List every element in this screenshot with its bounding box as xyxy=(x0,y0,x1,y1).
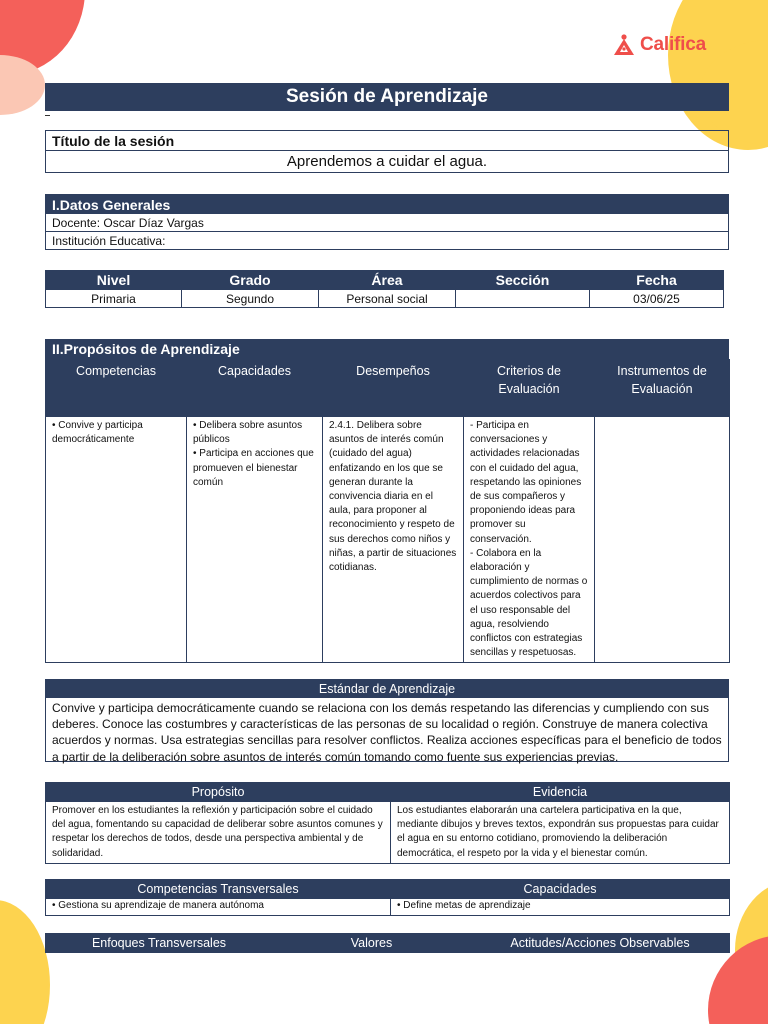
teacher-field: Docente: Oscar Díaz Vargas xyxy=(46,214,728,232)
purpose-evidence-table xyxy=(45,782,730,864)
instruments-cell xyxy=(595,417,730,663)
criteria-cell xyxy=(464,417,595,663)
transversal-competencies-header: Competencias Transversales xyxy=(46,880,391,899)
transversal-capacity: • Define metas de aprendizaje xyxy=(391,899,730,916)
grade-header: Grado xyxy=(182,271,319,290)
capacity-item: • Delibera sobre asuntos públicos xyxy=(193,420,303,446)
purpose-text: Promover en los estudiantes la reflexión y participación sobre el cuidado del agua, fomentando su capacidad de deliberar sobre asuntos comunes y respetar los derechos de todos, desde una perspectiva ambiental y de solidaridad. xyxy=(46,802,391,864)
approaches-table xyxy=(45,933,730,953)
session-title-label: Título de la sesión xyxy=(46,131,728,151)
approaches-header: Enfoques Transversales xyxy=(46,934,273,953)
performance-cell: 2.4.1. Delibera sobre asuntos de interés común (cuidado del agua) enfatizando en los que se generan durante la convivencia diaria en el aula, para proponer al reconocimiento y respeto de sus derechos como niños y niñas, a partir de situaciones cotidianas. xyxy=(323,417,464,663)
level-value: Primaria xyxy=(46,290,182,308)
standard-text: Convive y participa democráticamente cuando se relaciona con los demás respetando las diferencias y cumpliendo con sus deberes. Conoce las costumbres y características de las personas de su localidad o región. Construye de manera colectiva acuerdos y normas. Usa estrategias sencillas para resolver conflictos. Realiza acciones específicas para el beneficio de todos a partir de la deliberación sobre asuntos de interés común tomando como fuente sus experiencias previas. xyxy=(52,701,722,764)
divider xyxy=(45,115,50,116)
transversal-capacities-header: Capacidades xyxy=(391,880,730,899)
competencies-col-header: Competencias xyxy=(46,360,187,417)
session-title-block xyxy=(45,130,729,173)
transversal-competency: • Gestiona su aprendizaje de manera autónoma xyxy=(46,899,391,916)
page-title: Sesión de Aprendizaje xyxy=(45,83,729,111)
area-value: Personal social xyxy=(319,290,456,308)
level-table xyxy=(45,270,724,308)
level-header: Nivel xyxy=(46,271,182,290)
evidence-header: Evidencia xyxy=(391,783,730,802)
purpose-header: Propósito xyxy=(46,783,391,802)
grade-value: Segundo xyxy=(182,290,319,308)
criteria-item: - Colabora en la elaboración y cumplimiento de normas o acuerdos colectivos para el uso responsable del agua, resolviendo conflictos con estrategias sencillas y respetuosas. xyxy=(470,547,588,659)
session-title-value: Aprendemos a cuidar el agua. xyxy=(286,153,488,170)
attitudes-header: Actitudes/Acciones Observables xyxy=(471,934,730,953)
standard-header: Estándar de Aprendizaje xyxy=(46,680,728,698)
date-header: Fecha xyxy=(590,271,724,290)
capacity-item: • Participa en acciones que promueven el bienestar común xyxy=(193,448,314,488)
califica-logo-icon xyxy=(612,33,636,57)
criteria-col-header: Criterios de Evaluación xyxy=(464,360,595,417)
general-data-section xyxy=(45,194,729,250)
values-header: Valores xyxy=(273,934,471,953)
section-value xyxy=(456,290,590,308)
instruments-col-header: Instrumentos de Evaluación xyxy=(595,360,730,417)
purposes-header: II.Propósitos de Aprendizaje xyxy=(45,339,729,359)
decorative-blob xyxy=(0,900,50,1024)
logo-text: Califica xyxy=(640,34,706,55)
capacities-col-header: Capacidades xyxy=(187,360,323,417)
date-value: 03/06/25 xyxy=(590,290,724,308)
general-data-header: I.Datos Generales xyxy=(46,195,728,214)
standard-section xyxy=(45,679,729,762)
section-header: Sección xyxy=(456,271,590,290)
institution-field: Institución Educativa: xyxy=(52,233,166,248)
capacities-cell xyxy=(187,417,323,663)
evidence-text: Los estudiantes elaborarán una cartelera participativa en la que, mediante dibujos y breves textos, expondrán sus propuestas para cuidar el agua en su entorno cotidiano, promoviendo la deliberación democrática, el respeto por la vida y el bienestar común. xyxy=(391,802,730,864)
criteria-item: - Participa en conversaciones y actividades relacionadas con el cuidado del agua, respetando las opiniones de sus compañeros y proponiendo ideas para promover su conservación. xyxy=(470,420,582,545)
transversal-table xyxy=(45,879,730,916)
area-header: Área xyxy=(319,271,456,290)
brand-logo xyxy=(612,30,706,60)
performance-col-header: Desempeños xyxy=(323,360,464,417)
purposes-table xyxy=(45,359,730,663)
competency-cell: • Convive y participa democráticamente xyxy=(46,417,187,663)
